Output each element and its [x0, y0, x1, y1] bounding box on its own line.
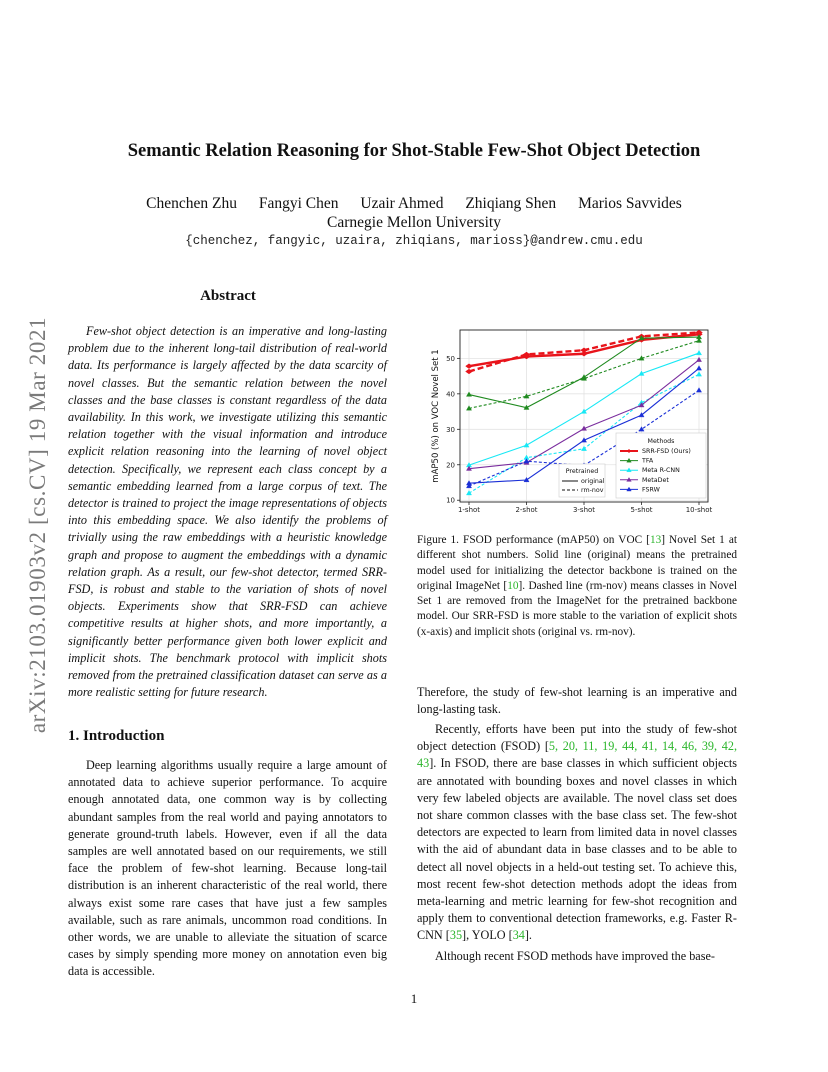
- author-list: [0, 195, 828, 213]
- arxiv-identifier: [18, 280, 58, 770]
- y-tick-label: 50: [446, 354, 455, 363]
- y-tick-label: 10: [446, 496, 455, 505]
- x-tick-label: 1-shot: [457, 506, 481, 514]
- x-tick-label: 10-shot: [685, 506, 713, 514]
- body-paragraph: Recently, efforts have been put into the study of few-shot object detection (FSOD) [5, 20, 11, 19, 44, 41, 14, 46, 39, 42, 43]. In FSOD, there are base classes in which sufficient objects are annotated with bounding boxes and novel classes in which very few labeled objects are available. The novel class set does not share common classes with the base class set. The few-shot detectors are expected to learn from limited data in novel classes with the aid of abundant data in base classes and to be able to detect all novel objects in a held-out testing set. To achieve this, most recent few-shot detection methods adopt the ideas from meta-learning and metric learning for few-shot recognition and apply them to conventional detection frameworks, e.g. Faster R-CNN [35], YOLO [34].: [417, 722, 737, 943]
- author-name: Uzair Ahmed: [360, 195, 444, 212]
- citation-link[interactable]: 13: [649, 534, 662, 546]
- body-paragraph: Although recent FSOD methods have improved the base-: [435, 949, 715, 963]
- citation-link[interactable]: 10: [507, 579, 519, 592]
- legend-title: Methods: [647, 438, 675, 445]
- data-point: [696, 366, 701, 370]
- arxiv-identifier-text: arXiv:2103.01903v2 [cs.CV] 19 Mar 2021: [25, 316, 50, 734]
- author-emails: {chenchez, fangyic, uzaira, zhiqians, marioss}@andrew.cmu.edu: [185, 234, 643, 248]
- author-name: Marios Savvides: [578, 195, 682, 212]
- legend-title: Pretrained: [565, 468, 599, 475]
- y-tick-label: 30: [446, 425, 455, 434]
- author-name: Chenchen Zhu: [146, 195, 237, 212]
- legend-label: MetaDet: [642, 476, 669, 484]
- citation-link[interactable]: 5, 20, 11, 19, 44, 41, 14, 46, 39, 42, 43: [417, 739, 737, 771]
- body-paragraph: Therefore, the study of few-shot learning is an imperative and long-lasting task.: [417, 685, 737, 717]
- data-point: [696, 388, 701, 392]
- legend-label: rm-nov: [581, 487, 604, 494]
- affiliation: Carnegie Mellon University: [327, 214, 501, 231]
- data-point: [466, 364, 473, 369]
- author-name: Fangyi Chen: [258, 195, 339, 212]
- data-point: [696, 350, 701, 354]
- y-tick-label: 20: [446, 461, 455, 470]
- paper-title: Semantic Relation Reasoning for Shot-Stable Few-Shot Object Detection: [127, 141, 701, 161]
- figure-caption: Figure 1. FSOD performance (mAP50) on VOC [13] Novel Set 1 at different shot numbers. Solid line (original) means the pretrained model used for initializing the detector backbone is trained on the original ImageNet [10]. Dashed line (rm-nov) means classes in Novel Set 1 are removed from the ImageNet for the pretrained backbone model. Our SRR-FSD is more stable to the variation of explicit shots (x-axis) and implicit shots (original vs. rm-nov).: [417, 534, 738, 638]
- y-tick-label: 40: [446, 390, 455, 399]
- x-tick-label: 2-shot: [515, 506, 538, 514]
- data-point: [581, 446, 586, 450]
- data-point: [581, 409, 586, 413]
- data-point: [696, 372, 701, 376]
- citation-link[interactable]: 35: [449, 928, 463, 943]
- abstract-heading: Abstract: [200, 288, 256, 304]
- data-point: [696, 357, 701, 361]
- introduction-heading: 1. Introduction: [68, 728, 165, 744]
- introduction-paragraph: Deep learning algorithms usually require a large amount of annotated data to achieve superior performance. To acquire enough annotated data, one common way is by collecting abundant samples from the real world and paying annotators to generate ground-truth labels. However, even if all the data samples are well annotated based on our requirements, we still face the problem of few-shot learning. Because long-tail distribution is an inherent characteristic of the real world, there always exist some rare cases that have just a few samples available, such as rare animals, uncommon road conditions. In other words, we are unable to alleviate the situation of scarce cases by simply spending more money on annotation even big data is accessible.: [68, 758, 387, 979]
- data-point: [466, 491, 471, 495]
- data-point: [524, 443, 529, 447]
- y-axis-label: mAP50 (%) on VOC Novel Set 1: [431, 349, 441, 483]
- x-tick-label: 5-shot: [630, 506, 653, 514]
- legend-label: FSRW: [642, 486, 660, 494]
- legend-label: Meta R-CNN: [642, 467, 680, 475]
- author-name: Zhiqiang Shen: [465, 195, 557, 212]
- citation-link[interactable]: 34: [512, 928, 525, 943]
- abstract-text: Few-shot object detection is an imperative and long-lasting problem due to the inherent long-tail distribution of real-world data. Its performance is largely affected by the data scarcity of novel classes. But the semantic relation between the novel classes and the base classes is constant regardless of the data availability. In this work, we investigate utilizing this semantic relation together with the visual information and introduce explicit relation reasoning into the learning of novel object detection. Specifically, we represent each class concept by a semantic embedding learned from a large corpus of text. The detector is trained to project the image representations of objects into this embedding space. We also identify the problems of trivially using the raw embeddings with a heuristic knowledge graph and propose to augment the embeddings with a dynamic relation graph. As a result, our few-shot detector, termed SRR-FSD, is robust and stable to the variation of shots of novel objects. Experiments show that SRR-FSD can achieve competitive results at higher shots, and more importantly, a significantly better performance given both lower explicit and implicit shots. The benchmark protocol with implicit shots removed from the pretrained classification dataset can serve as a more realistic setting for future research.: [68, 324, 387, 700]
- x-tick-label: 3-shot: [572, 506, 596, 514]
- legend-label: TFA: [642, 457, 654, 465]
- page-number: 1: [410, 991, 418, 1006]
- legend-label: SRR-FSD (Ours): [642, 448, 691, 455]
- legend-label: original: [581, 478, 605, 485]
- fsod-performance-chart: [424, 326, 714, 522]
